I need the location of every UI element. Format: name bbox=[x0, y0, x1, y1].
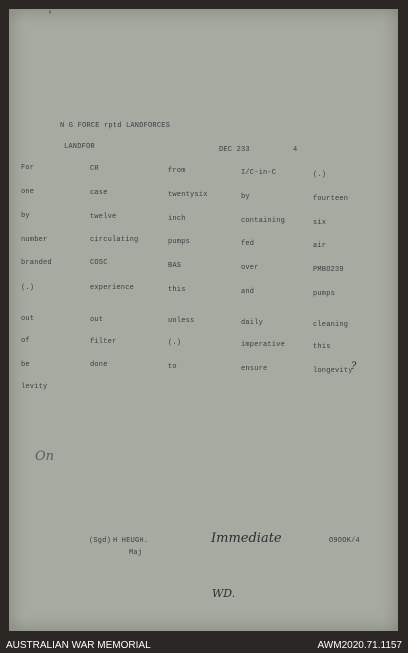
word: fourteen bbox=[313, 195, 349, 203]
word: daily bbox=[241, 319, 264, 327]
archive-footer bbox=[0, 638, 408, 653]
handwritten-initials: WD. bbox=[212, 587, 236, 600]
word: this bbox=[168, 286, 186, 294]
word: containing bbox=[241, 217, 286, 225]
word: twentysix bbox=[168, 191, 208, 199]
header-to: LANDFOR bbox=[64, 143, 95, 151]
header-line-1: N G FORCE rptd LANDFORCES bbox=[60, 122, 171, 130]
word: levity bbox=[21, 383, 48, 391]
signature-rank: Maj bbox=[129, 549, 143, 557]
word: and bbox=[241, 288, 255, 296]
word: one bbox=[21, 188, 35, 196]
word: inch bbox=[168, 215, 186, 223]
word: by bbox=[21, 212, 30, 220]
institution-label: AUSTRALIAN WAR MEMORIAL bbox=[6, 640, 151, 651]
word: out bbox=[21, 315, 35, 323]
message-reference: O9OOK/4 bbox=[329, 537, 360, 545]
word: cleaning bbox=[313, 321, 349, 329]
word: imperative bbox=[241, 341, 286, 349]
handwritten-margin-mark: On bbox=[35, 449, 55, 464]
word: I/C-in-C bbox=[241, 169, 277, 177]
word: pumps bbox=[168, 238, 191, 246]
word: For bbox=[21, 164, 35, 172]
word: (.) bbox=[313, 171, 327, 179]
word: filter bbox=[90, 338, 117, 346]
word: case bbox=[90, 189, 108, 197]
word: circulating bbox=[90, 236, 139, 244]
word: COSC bbox=[90, 259, 108, 267]
word: twelve bbox=[90, 213, 117, 221]
word: PMBO239 bbox=[313, 266, 344, 274]
header-page-number: 4 bbox=[293, 146, 298, 154]
signature-sgd: (Sgd) bbox=[89, 537, 112, 545]
document-page bbox=[9, 9, 398, 631]
word: unless bbox=[168, 317, 195, 325]
accession-number: AWM2020.71.1157 bbox=[317, 640, 402, 651]
word: out bbox=[90, 316, 104, 324]
word: six bbox=[313, 219, 327, 227]
handwritten-immediate: Immediate bbox=[211, 531, 282, 546]
word: by bbox=[241, 193, 250, 201]
word: ensure bbox=[241, 365, 268, 373]
word: (.) bbox=[168, 339, 182, 347]
word: over bbox=[241, 264, 259, 272]
word: (.) bbox=[21, 284, 35, 292]
word: fed bbox=[241, 240, 255, 248]
word: to bbox=[168, 363, 177, 371]
word: of bbox=[21, 337, 30, 345]
word: be bbox=[21, 361, 30, 369]
margin-annotation-question: ? bbox=[351, 361, 357, 372]
header-date-ref: DEC 233 bbox=[219, 146, 250, 154]
word: longevity bbox=[313, 367, 353, 375]
word: this bbox=[313, 343, 331, 351]
word: BAS bbox=[168, 262, 182, 270]
word: CR bbox=[90, 165, 99, 173]
word: from bbox=[168, 167, 186, 175]
word: air bbox=[313, 242, 327, 250]
word: number bbox=[21, 236, 48, 244]
ink-speck: ' bbox=[47, 11, 54, 22]
word: branded bbox=[21, 259, 52, 267]
word: done bbox=[90, 361, 108, 369]
word: experience bbox=[90, 284, 135, 292]
word: pumps bbox=[313, 290, 336, 298]
signature-name: H HEUGH. bbox=[113, 537, 149, 545]
